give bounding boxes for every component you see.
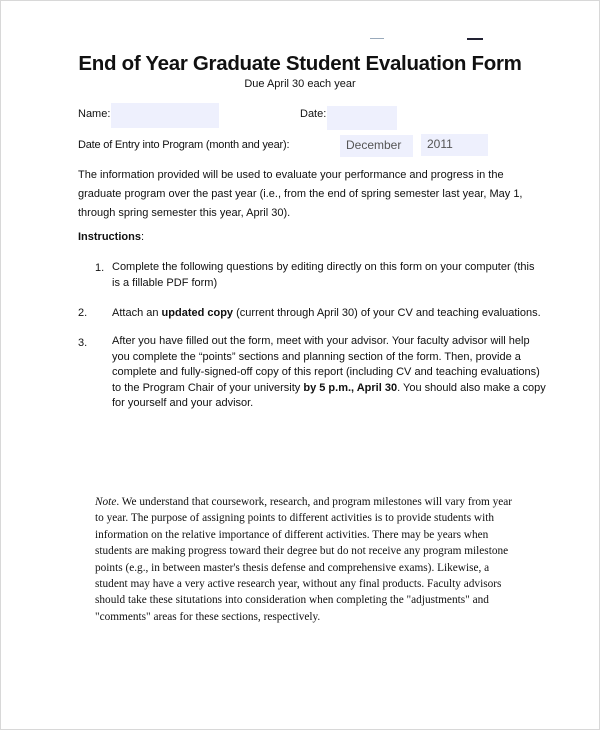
- date-field[interactable]: [327, 106, 397, 130]
- date-label: Date:: [300, 108, 327, 120]
- name-label: Name:: [78, 108, 111, 120]
- header-mark: [467, 38, 483, 40]
- header-mark: [370, 38, 384, 39]
- intro-line: through spring semester this year, April 30).: [78, 207, 291, 219]
- intro-paragraph: [78, 166, 523, 223]
- intro-line: graduate program over the past year (i.e., from the end of spring semester last year, May 1,: [78, 188, 523, 200]
- item-1-text: Complete the following questions by editing directly on this form on your computer (this is a fillable PDF form): [112, 261, 535, 289]
- item-3-text: After you have filled out the form, meet with your advisor. Your faculty advisor will help you complete the “points” sections and planning section of the form. Then, provide a complete and fully-signed-off copy of this report (including CV and teaching evaluations) to the Program Chair of your university by 5 p.m., April 30. You should also make a copy for yourself and your advisor.: [112, 335, 546, 409]
- item-3-number: 3.: [78, 337, 88, 349]
- instructions-heading: Instructions:: [78, 231, 145, 243]
- note-paragraph: Note. We understand that coursework, research, and program milestones will vary from year to year. The purpose of assigning points to different activities is to provide students with information on the relative importance of different activities. There may be years when students are making progress toward their degree but do not receive any program milestone points (e.g., in between master's thesis defense and comprehensive exams). Likewise, a student may have a very active research year, without any final products. Faculty advisors should take these situtations into consideration when completing the "adjustments" and "comments" areas for these sections, respectively.: [95, 496, 513, 623]
- item-1-number: 1.: [95, 262, 105, 274]
- entry-year-field[interactable]: 2011: [421, 134, 488, 156]
- intro-line: The information provided will be used to evaluate your performance and progress in the: [78, 169, 504, 181]
- item-2-text: Attach an updated copy (current through April 30) of your CV and teaching evaluations.: [112, 307, 541, 319]
- entry-month-field[interactable]: December: [340, 135, 413, 157]
- form-subtitle: Due April 30 each year: [244, 78, 356, 90]
- name-field[interactable]: [111, 103, 219, 128]
- item-2-number: 2.: [78, 307, 88, 319]
- form-title: End of Year Graduate Student Evaluation Form: [78, 52, 522, 75]
- entry-label: Date of Entry into Program (month and year):: [78, 139, 290, 151]
